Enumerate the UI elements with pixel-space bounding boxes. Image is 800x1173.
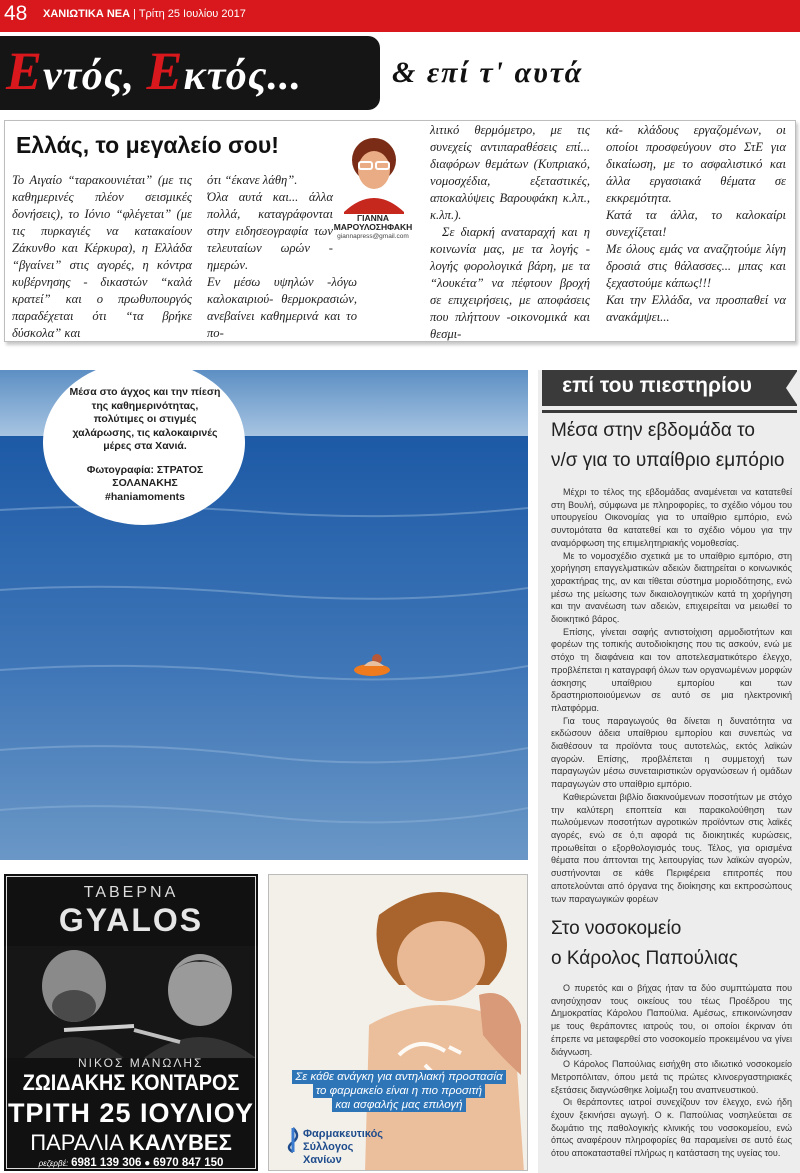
pharmacy-org-line3: Χανίων [303, 1154, 342, 1166]
press-label: επί του πιεστηρίου [562, 374, 752, 397]
article2-title-line2: ο Κάρολος Παπούλιας [551, 948, 738, 969]
musician-first-names: ΝΙΚΟΣ ΜΑΝΩΛΗΣ [78, 1056, 204, 1070]
article1-paragraph: Με το νομοσχέδιο σχετικά με το υπαίθριο εμπόριο, στη χορήγηση επαγγελματικών αδειών διατηρείται ο κοινωνικός χαρακτήρας της, αν και τίθεται σύστημα μοριοδότησης, ενώ μέσω της μείωσης των δικαιολογητικών κατά τη χορήγηση και την ανανέωση των αδειών, επιχειρείται να μειωθεί το διοικητικό βάρος. [551, 550, 792, 625]
column-text-2c: Εν μέσω υψηλών -λόγω καλοκαιριού- θερμοκρασιών, ανεβαίνει καθημερινά και το πο- [207, 275, 357, 340]
phone-bullet: ● [144, 1158, 151, 1169]
author-name [328, 214, 418, 232]
section-letter-2: Ε [146, 41, 184, 101]
article2-title-line1: Στο νοσοκομείο [551, 918, 682, 939]
taverna-name: GYALOS [58, 902, 204, 938]
event-location [4, 1130, 258, 1156]
column-text-2b: Όλα αυτά και... άλλα πολλά, καταγράφονται στην ειδησεογραφία των τελευταίων ωρών - ημερών. [207, 190, 333, 272]
column-text-3b: Σε διαρκή αναταραχή και η κοινωνία μας, με τα λογής - λογής φορολογικά βάρη, με τα “λουκέτα” να πέφτουν βροχή σε επιχειρήσεις, με αποφάσεις που πλήττουν -οικονομικά και θεσμι- [430, 225, 590, 341]
column-headline: Ελλάς, το μεγαλείο σου! [16, 132, 279, 158]
column-text-4b: Κατά τα άλλα, το καλοκαίρι συνεχίζεται! [606, 208, 786, 239]
article1-paragraph: Καθιερώνεται βιβλίο διακινούμενων ποσοτήτων με στόχο την καλύτερη εποπτεία και παρακολούθηση των πωλούμενων ποσοτήτων αγροτικών προϊόντων στις λαϊκές αγορές, ενώ σε ό,τι αφορά τις διοικητικές κυρώσεις, προωθείται ο εξορθολογισμός τους. Τέλος, για ορισμένα θέματα που άπτονται της λειτουργίας των λαϊκών αγορών, συστήνονται σε κάθε Περιφέρεια επιτροπές που αποτελούνται από όργανα της διοίκησης και εκπροσώπους των παραγωγικών φορέων [551, 791, 792, 904]
section-title [6, 40, 302, 102]
author-email: giannapress@gmail.com [337, 233, 409, 240]
section-word-2: κτός... [183, 53, 303, 99]
article2-paragraph: Οι θεράποντες ιατροί συνεχίζουν τον έλεγχο, ενώ ήδη έχουν ξεκινήσει αγωγή. Ο κ. Παπούλιας νοσηλεύεται σε δωμάτιο της παθολογικής κλινικής του νοσοκομείου, ενώ όπως αναφέρουν πληροφορίες θα παραμείνει σε αυτό έως ότου αποκατασταθεί πλήρως η κατάσταση της υγείας του. [551, 1097, 792, 1159]
paper-date: Τρίτη 25 Ιουλίου 2017 [138, 8, 246, 20]
paper-name: ΧΑΝΙΩΤΙΚΑ ΝΕΑ [43, 8, 131, 20]
phone-1: 6981 139 306 [71, 1157, 142, 1169]
beach-word: ΠΑΡΑΛΙΑ [30, 1130, 123, 1155]
column-text-2 [207, 172, 357, 342]
author-last-name: ΜΑΡΟΥΛΟΣΗΦΑΚΗ [333, 222, 413, 232]
pharmacy-org [303, 1128, 383, 1167]
pharmacy-message [276, 1070, 522, 1112]
phone-2: 6970 847 150 [153, 1157, 224, 1169]
section-title-tail: & επί τ' αυτά [392, 56, 584, 89]
photo-hashtag: #haniamoments [105, 490, 185, 503]
press-divider [542, 410, 797, 413]
column-text-4d: Και την Ελλάδα, να προσπαθεί να ανακάμψει... [606, 293, 786, 324]
photo-caption-text: Μέσα στο άγχος και την πίεση της καθημερινότητας, πολύτιμες οι στιγμές χαλάρωσης, τις καλοκαιρινές μέρες στα Χανιά. [69, 386, 221, 452]
article2-title [551, 914, 738, 974]
pharmacy-org-line1: Φαρμακευτικός [303, 1128, 384, 1140]
pharmacy-ad [268, 874, 528, 1171]
article1-paragraph: Για τους παραγωγούς θα δίνεται η δυνατότητα να εκδώσουν άδεια υπαίθριου εμπορίου και συνεπώς να διαθέσουν τα προϊόντα τους αυτοτελώς, εκτός λαϊκών αγορών. Επίσης, προβλέπεται η συμμετοχή των παραγωγών μέσω συνεταιριστικών οργανώσεων ή ομάδων παραγωγών στο υπαίθριο εμπόριο. [551, 715, 792, 790]
article1-paragraph: Μέχρι το τέλος της εβδομάδας αναμένεται να κατατεθεί στη Βουλή, σύμφωνα με πληροφορίες, το σχέδιο νόμου του υπουργείου Οικονομίας για το υπαίθριο εμπόριο, ενώ συντομότατα θα κατατεθεί και το σχέδιο νόμου για την αναμόρφωση της επιμελητηριακής νομοθεσίας. [551, 487, 792, 548]
page-number: 48 [4, 2, 28, 25]
photo-credit: Φωτογραφία: ΣΤΡΑΤΟΣ ΣΟΛΑΝΑΚΗΣ [86, 463, 204, 489]
section-letter-1: Ε [6, 41, 44, 101]
photo-caption [66, 386, 224, 504]
column-text-4a: κά- κλάδους εργαζομένων, οι οποίοι προσφεύγουν στο ΣτΕ για δικαίωση, με το ασφαλιστικό και άλλα εργασιακά θέματα σε εκκρεμότητα. [606, 123, 786, 205]
article2-paragraph: Ο Κάρολος Παπούλιας εισήχθη στο ιδιωτικό νοσοκομείο Μετροπόλιταν, όπου μετά τις πρώτες κλινοεργαστηριακές εξετάσεις διαγνώσθηκε λοίμωξη του αναπνευστικού. [551, 1059, 792, 1095]
column-text-4c: Με όλους εμάς να αναζητούμε λίγη δροσιά στις θάλασσες... μπας και ξεχαστούμε κάπως!!! [606, 242, 786, 290]
article1-title [551, 416, 784, 476]
article2-body [551, 982, 792, 1160]
article1-title-line2: ν/σ για το υπαίθριο εμπόριο [551, 450, 785, 471]
article1-body [551, 486, 792, 905]
column-text-2a: ότι “έκανε λάθη”. [207, 173, 298, 187]
beach-place: ΚΑΛΥΒΕΣ [128, 1130, 232, 1155]
section-word-1: ντός, [43, 53, 147, 99]
pharmacy-line1: Σε κάθε ανάγκη για αντηλιακή προστασία [292, 1070, 505, 1084]
pharmacy-line3: και ασφαλής μας επιλογή [332, 1098, 465, 1112]
column-text-4 [606, 122, 786, 326]
article1-title-line1: Μέσα στην εβδομάδα το [551, 420, 755, 441]
article1-paragraph: Επίσης, γίνεται σαφής αντιστοίχιση αρμοδιοτήτων και φορέων της τοπικής αυτοδιοίκησης που τις ασκούν, ενώ με στόχο τη διαφάνεια και τον αποτελεσματικότερο έλεγχο, προβλέπεται η καταγραφή όλων των οργανωμένων μορφών άσκησης υπαίθριου εμπορίου και των δραστηριοποιούμενων σε αυτό σε μια ηλεκτρονική πλατφόρμα. [551, 626, 792, 713]
event-date: ΤΡΙΤΗ 25 ΙΟΥΛΙΟΥ [7, 1098, 255, 1128]
child-sunscreen-photo [269, 875, 528, 1171]
column-text-3 [430, 122, 590, 343]
pharmacy-org-line2: Σύλλογος [303, 1141, 354, 1153]
booking-phones [4, 1157, 258, 1169]
pharmacy-logo-icon [283, 1126, 303, 1154]
column-text-3a: λιτικό θερμόμετρο, με τις συνεχείς αντιπαραθέσεις επί... διαφόρων θεμάτων (Κυπριακό, νομοσχέδια, εξεταστικές, αποκαλύψεις Βαρουφάκη κ.λπ., κ.λπ.). [430, 123, 590, 222]
column-text-1: Το Αιγαίο “ταρακουνιέται” (με τις καθημερινές πλέον σεισμικές δονήσεις), το Ιόνιο “φλέγεται” (με τις πυρκαγιές να κατακαίουν Ζάκυνθο και Κέρκυρα), η Ελλάδα “βγαίνει” στις αγορές, η κόντρα κυβέρνησης - δικαστών “καλά κρατεί” και ο πρωθυπουργός παραδέχεται ότι “τα βρήκε δύσκολα” και [12, 173, 192, 340]
article2-paragraph: Ο πυρετός και ο βήχας ήταν τα δύο συμπτώματα που ανησύχησαν τους οικείους του τέως Προέδρου της Δημοκρατίας Κάρολου Παπούλια. Αμέσως, επικοινώνησαν με τους θεράποντες ιατρούς του, οι οποίοι έκριναν ότι έπρεπε να μεταφερθεί στο νοσοκομείο προκειμένου να γίνει διάγνωση. [551, 983, 792, 1057]
paper-separator: | [133, 8, 136, 20]
pharmacy-line2: το φαρμακείο είναι η πιο προσιτή [313, 1084, 485, 1098]
taverna-label: ΤΑΒΕΡΝΑ [83, 884, 179, 901]
booking-label: ρεζερβέ: [38, 1159, 69, 1168]
author-first-name: ΓΙΑΝΝΑ [356, 213, 390, 223]
musician-last-names: ΖΩΙΔΑΚΗΣ ΚΟΝΤΑΡΟΣ [22, 1070, 240, 1095]
paper-info [43, 8, 246, 20]
